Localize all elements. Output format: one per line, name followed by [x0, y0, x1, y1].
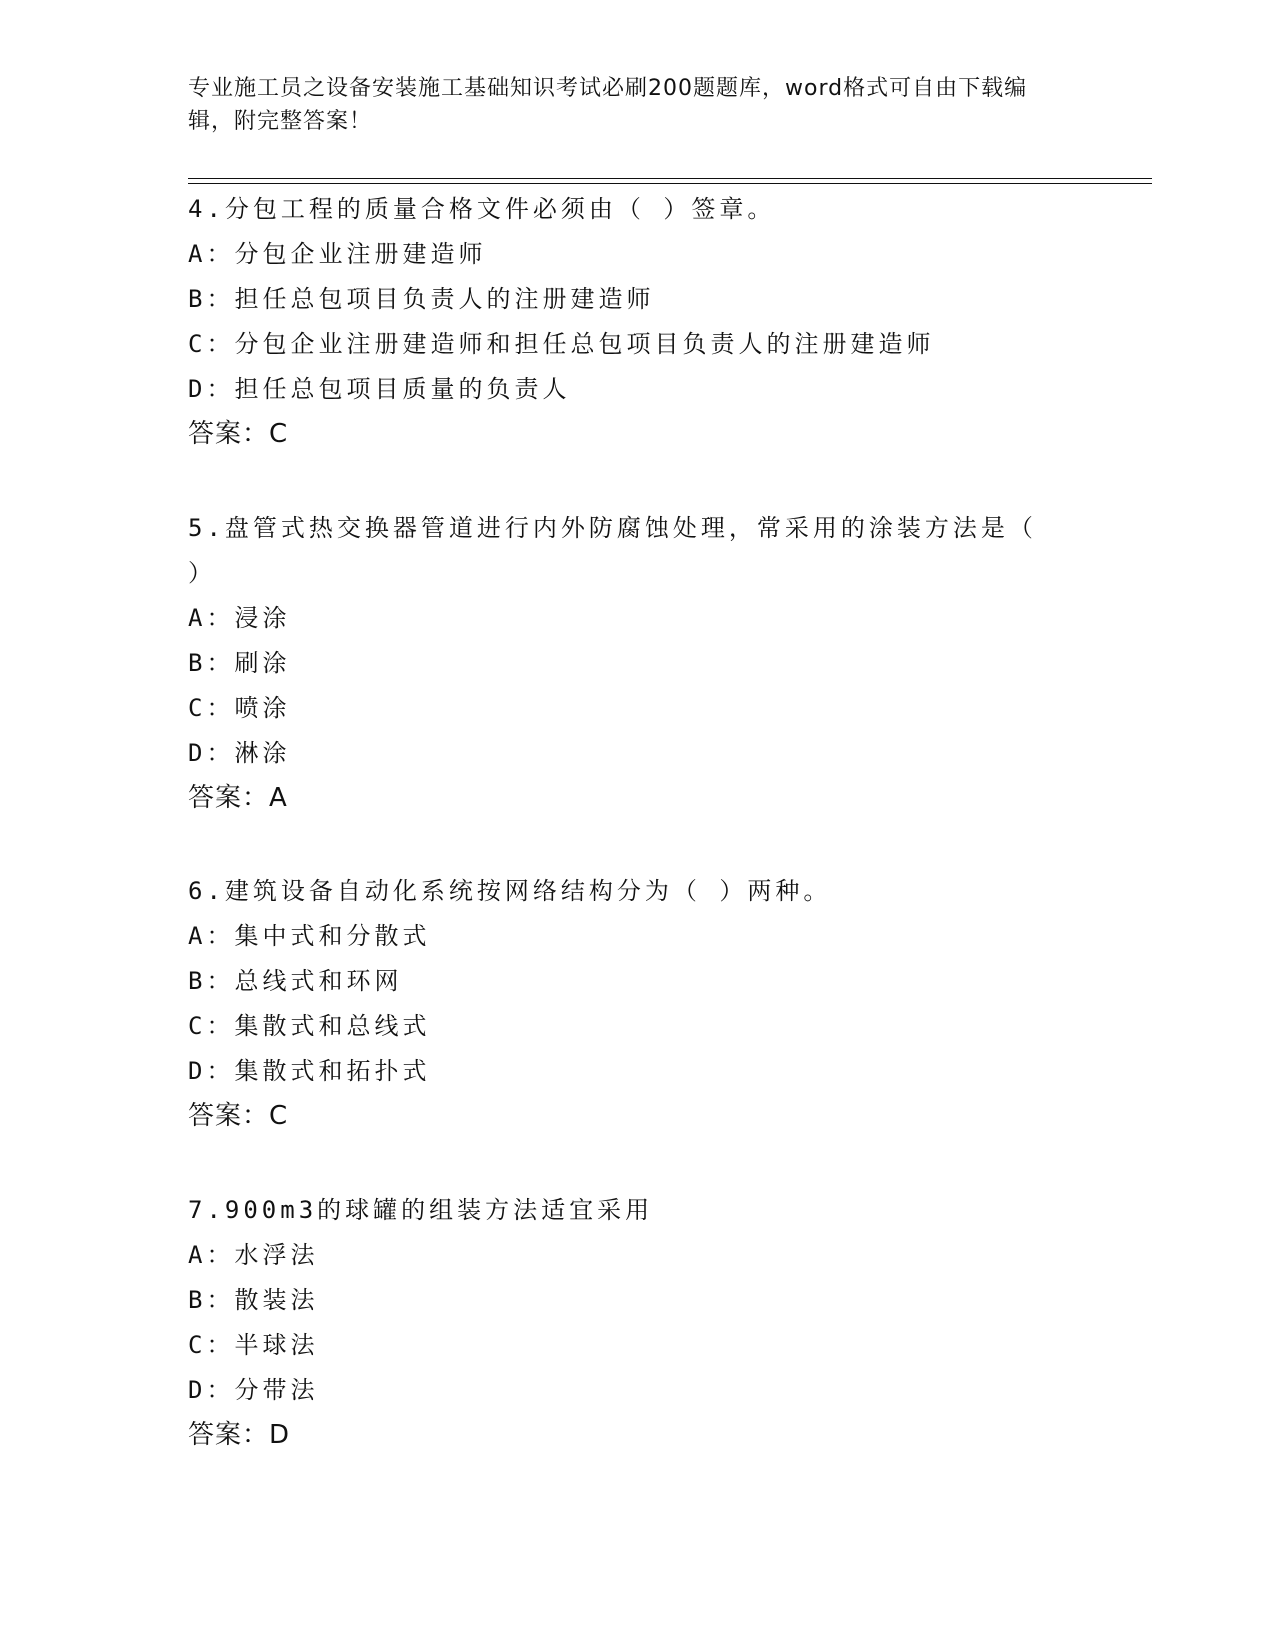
question-5: [188, 506, 1088, 821]
option-d: D：淋涂: [188, 739, 291, 767]
option-a: A：浸涂: [188, 604, 291, 632]
option-c: C：集散式和总线式: [188, 1012, 431, 1040]
option-c: C：分包企业注册建造师和担任总包项目负责人的注册建造师: [188, 330, 935, 358]
option-d: D：担任总包项目质量的负责人: [188, 375, 571, 403]
option-a: A：分包企业注册建造师: [188, 240, 487, 268]
option-b: B：刷涂: [188, 649, 291, 677]
question-4: [188, 187, 1088, 457]
header-divider-bottom: [188, 183, 1152, 184]
option-d: D：分带法: [188, 1376, 319, 1404]
option-d: D：集散式和拓扑式: [188, 1057, 431, 1085]
question-stem: 7.900m3的球罐的组装方法适宜采用: [188, 1196, 654, 1224]
answer: 答案：C: [188, 419, 289, 449]
answer: 答案：D: [188, 1420, 291, 1450]
question-6: [188, 869, 1088, 1139]
answer: 答案：C: [188, 1101, 289, 1131]
question-stem: 6.建筑设备自动化系统按网络结构分为（ ）两种。: [188, 877, 832, 905]
option-b: B：总线式和环网: [188, 967, 403, 995]
option-c: C：喷涂: [188, 694, 291, 722]
document-header: 专业施工员之设备安装施工基础知识考试必刷200题题库，word格式可自由下载编辑，附完整答案！: [188, 76, 1028, 134]
answer: 答案：A: [188, 783, 288, 813]
option-c: C：半球法: [188, 1331, 319, 1359]
question-stem: 5.盘管式热交换器管道进行内外防腐蚀处理，常采用的涂装方法是（ ）: [188, 514, 1037, 587]
option-a: A：集中式和分散式: [188, 922, 431, 950]
option-a: A：水浮法: [188, 1241, 319, 1269]
question-7: [188, 1188, 1088, 1458]
option-b: B：担任总包项目负责人的注册建造师: [188, 285, 655, 313]
header-divider-top: [188, 178, 1152, 179]
question-stem: 4.分包工程的质量合格文件必须由（ ）签章。: [188, 195, 776, 223]
option-b: B：散装法: [188, 1286, 319, 1314]
